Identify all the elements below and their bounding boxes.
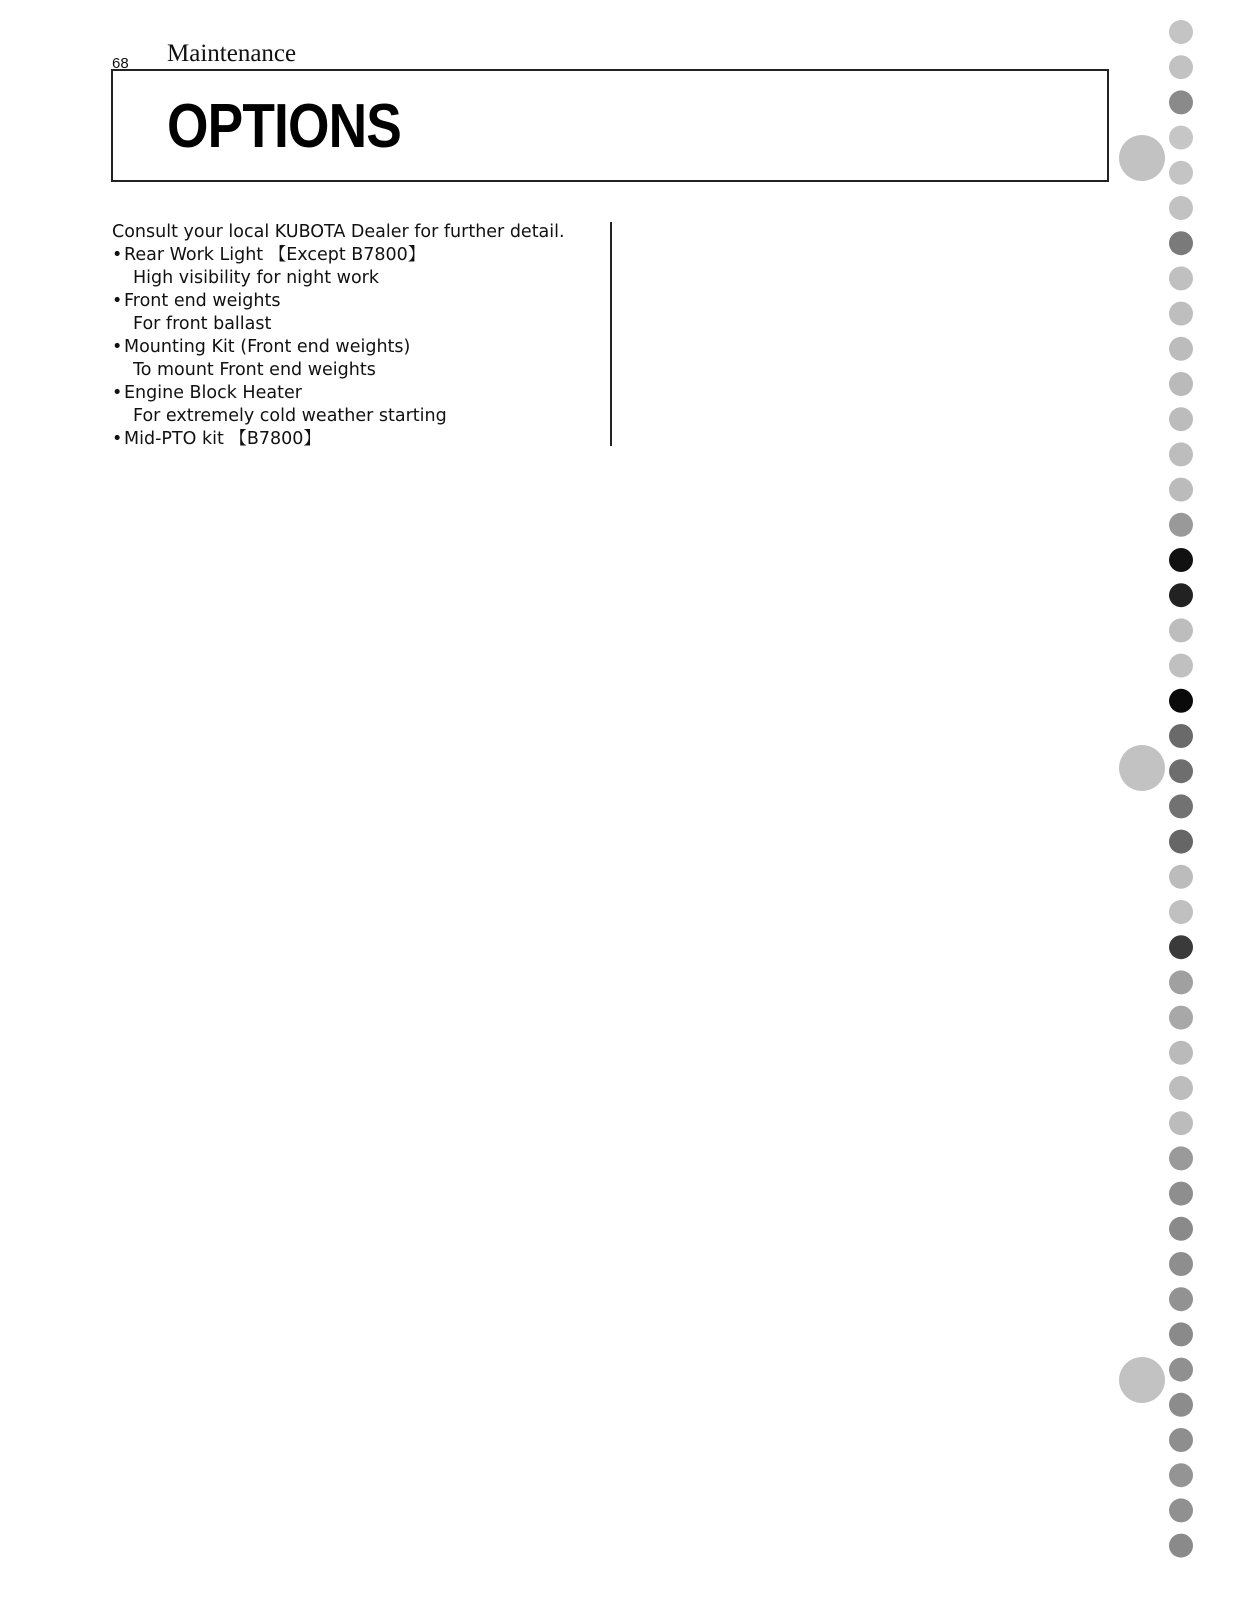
binding-hole <box>1169 1111 1193 1135</box>
binding-hole <box>1169 794 1193 818</box>
intro-text: Consult your local KUBOTA Dealer for further detail. <box>112 222 565 242</box>
binding-hole <box>1169 231 1193 255</box>
binding-hole <box>1169 548 1193 572</box>
binding-hole <box>1169 1463 1193 1487</box>
binding-hole <box>1169 1498 1193 1522</box>
binding-hole <box>1169 90 1193 114</box>
binding-hole <box>1169 1041 1193 1065</box>
page-number: 68 <box>112 55 129 72</box>
large-binding-hole <box>1119 745 1165 791</box>
binding-hole <box>1169 1076 1193 1100</box>
options-list <box>112 244 592 451</box>
bullet-icon: • <box>112 337 123 357</box>
title-box <box>111 69 1109 182</box>
binding-hole <box>1169 1322 1193 1346</box>
binding-hole <box>1169 1252 1193 1276</box>
option-name: Rear Work Light 【Except B7800】 <box>124 245 426 265</box>
large-binding-hole <box>1119 135 1165 181</box>
binding-hole <box>1169 1534 1193 1558</box>
binding-hole <box>1169 20 1193 44</box>
page-title: OPTIONS <box>167 92 401 161</box>
bullet-icon: • <box>112 245 123 265</box>
option-description: For extremely cold weather starting <box>133 406 447 426</box>
binding-hole <box>1169 302 1193 326</box>
binding-hole <box>1169 126 1193 150</box>
option-name: Front end weights <box>124 291 281 311</box>
binding-hole <box>1169 1182 1193 1206</box>
binding-hole <box>1169 1146 1193 1170</box>
binding-hole <box>1169 372 1193 396</box>
bullet-icon: • <box>112 429 123 449</box>
binding-hole <box>1169 196 1193 220</box>
binding-hole <box>1169 1428 1193 1452</box>
column-divider <box>610 222 612 446</box>
binding-hole <box>1169 865 1193 889</box>
binding-hole <box>1169 970 1193 994</box>
section-name: Maintenance <box>167 40 297 67</box>
binding-hole <box>1169 583 1193 607</box>
binding-hole <box>1169 618 1193 642</box>
binding-hole <box>1169 407 1193 431</box>
large-binding-hole <box>1119 1357 1165 1403</box>
binding-hole <box>1169 161 1193 185</box>
bullet-icon: • <box>112 291 123 311</box>
option-name: Mounting Kit (Front end weights) <box>124 337 411 357</box>
binding-hole <box>1169 724 1193 748</box>
binding-hole <box>1169 266 1193 290</box>
binding-hole <box>1169 513 1193 537</box>
binding-hole <box>1169 1217 1193 1241</box>
binding-hole <box>1169 830 1193 854</box>
option-description: To mount Front end weights <box>133 360 376 380</box>
binding-hole <box>1169 442 1193 466</box>
binding-hole <box>1169 337 1193 361</box>
binding-hole <box>1169 55 1193 79</box>
binding-hole <box>1169 1287 1193 1311</box>
option-description: For front ballast <box>133 314 272 334</box>
options-content <box>112 221 592 451</box>
bullet-icon: • <box>112 383 123 403</box>
option-item-name <box>112 382 592 405</box>
binding-hole <box>1169 478 1193 502</box>
option-item-name <box>112 244 592 267</box>
option-item-name <box>112 336 592 359</box>
binding-hole <box>1169 759 1193 783</box>
binding-hole <box>1169 1006 1193 1030</box>
binding-hole <box>1169 689 1193 713</box>
option-description: High visibility for night work <box>133 268 380 288</box>
binding-hole <box>1169 900 1193 924</box>
option-item-name <box>112 428 592 451</box>
option-item-name <box>112 290 592 313</box>
binding-hole <box>1169 935 1193 959</box>
binding-hole <box>1169 654 1193 678</box>
binding-hole <box>1169 1358 1193 1382</box>
binding-hole <box>1169 1393 1193 1417</box>
option-name: Engine Block Heater <box>124 383 302 403</box>
option-name: Mid-PTO kit 【B7800】 <box>124 429 321 449</box>
